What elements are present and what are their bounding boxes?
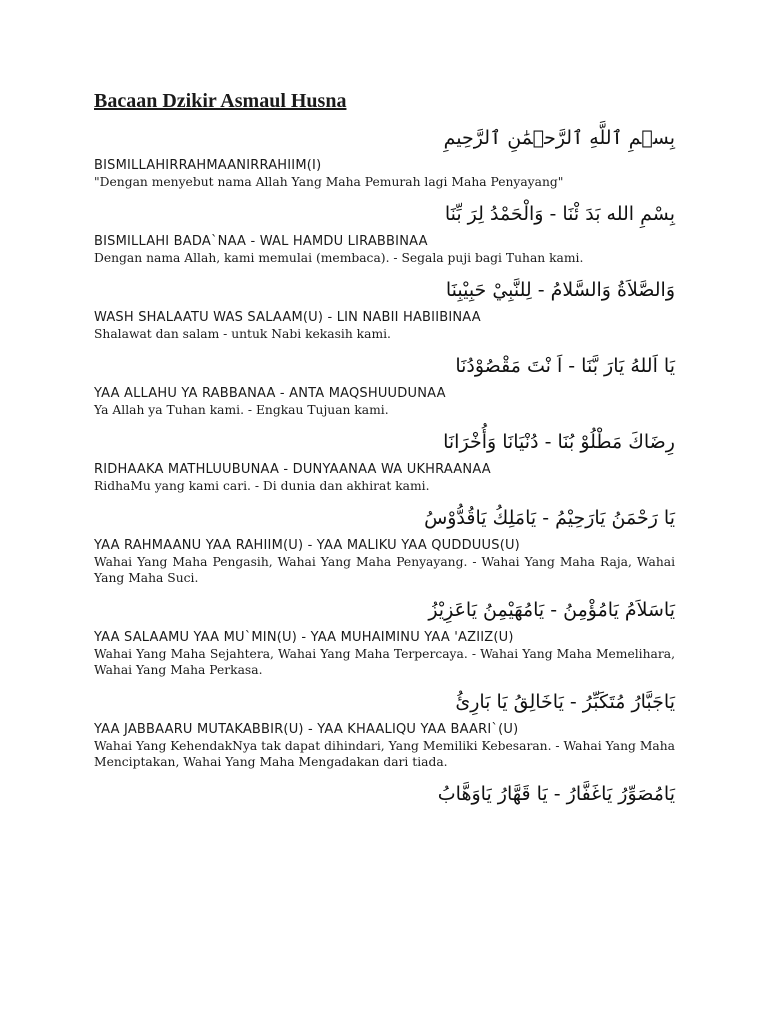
translation: Dengan nama Allah, kami memulai (membaca). - Segala puji bagi Tuhan kami.: [94, 251, 584, 265]
translation: Wahai Yang KehendakNya tak dapat dihindari, Yang Memiliki Kebesaran. - Wahai Yang Maha Menciptakan, Wahai Yang Maha Mengadakan dari tiada.: [94, 739, 675, 769]
arabic-text: وَالصَّلاَةُ وَالسَّلامُ - لِلنَّبِيْ حَبِيْبِنَا: [445, 279, 675, 301]
document-title: Bacaan Dzikir Asmaul Husna: [94, 90, 347, 112]
transliteration: YAA JABBAARU MUTAKABBIR(U) - YAA KHAALIQU YAA BAARI`(U): [94, 722, 519, 737]
dzikir-entry-2: [94, 198, 675, 266]
arabic-text: يَا رَحْمَنُ يَارَحِيْمُ - يَامَلِكُ يَاقُدُّوْسُ: [424, 507, 675, 529]
dzikir-entry-1: [94, 122, 675, 190]
document-page: [94, 88, 675, 814]
arabic-text: بِسۡمِ ٱللَّهِ ٱلرَّحۡمَٰنِ ٱلرَّحِيمِ: [443, 127, 675, 149]
arabic-text: يَاجَبَّارُ مُتَكَبِّرُ - يَاخَالِقُ يَا بَارِئُ: [455, 691, 675, 713]
arabic-text: يَاسَلاَمُ يَامُؤْمِنُ - يَامُهَيْمِنُ يَاعَزِيْزُ: [428, 599, 675, 621]
dzikir-entry-8: [94, 686, 675, 770]
dzikir-entry-6: [94, 502, 675, 586]
dzikir-entry-9: [94, 778, 675, 810]
arabic-text: يَا اَللهُ يَارَ بَّنَا - اَ نْتَ مَقْصُوْدُنَا: [455, 355, 675, 377]
transliteration: YAA ALLAHU YA RABBANAA - ANTA MAQSHUUDUNAA: [94, 386, 446, 401]
dzikir-entry-7: [94, 594, 675, 678]
arabic-text: رِضَاكَ مَطْلُوْ بُنَا - دُنْيَانَا وَأُخْرَانَا: [443, 431, 675, 453]
dzikir-entry-5: [94, 426, 675, 494]
translation: Shalawat dan salam - untuk Nabi kekasih kami.: [94, 327, 391, 341]
arabic-text: يَامُصَوِّرُ يَاغَفَّارُ - يَا قَهَّارُ يَاوَهَّابُ: [437, 783, 675, 805]
dzikir-entry-3: [94, 274, 675, 342]
dzikir-entry-4: [94, 350, 675, 418]
arabic-text: بِسْمِ الله بَدَ ئْنَا - وَالْحَمْدُ لِرَ بِّنَا: [444, 203, 675, 225]
transliteration: WASH SHALAATU WAS SALAAM(U) - LIN NABII HABIIBINAA: [94, 310, 481, 325]
translation: Ya Allah ya Tuhan kami. - Engkau Tujuan kami.: [94, 403, 389, 417]
transliteration: BISMILLAHI BADA`NAA - WAL HAMDU LIRABBINAA: [94, 234, 428, 249]
transliteration: BISMILLAHIRRAHMAANIRRAHIIM(I): [94, 158, 322, 173]
translation: Wahai Yang Maha Pengasih, Wahai Yang Maha Penyayang. - Wahai Yang Maha Raja, Wahai Yang Maha Suci.: [94, 555, 675, 585]
translation: RidhaMu yang kami cari. - Di dunia dan akhirat kami.: [94, 479, 430, 493]
translation: Wahai Yang Maha Sejahtera, Wahai Yang Maha Terpercaya. - Wahai Yang Maha Memelihara, Wahai Yang Maha Perkasa.: [94, 647, 675, 677]
transliteration: YAA SALAAMU YAA MU`MIN(U) - YAA MUHAIMINU YAA 'AZIIZ(U): [94, 630, 514, 645]
transliteration: RIDHAAKA MATHLUUBUNAA - DUNYAANAA WA UKHRAANAA: [94, 462, 491, 477]
transliteration: YAA RAHMAANU YAA RAHIIM(U) - YAA MALIKU YAA QUDDUUS(U): [94, 538, 520, 553]
translation: "Dengan menyebut nama Allah Yang Maha Pemurah lagi Maha Penyayang": [94, 175, 564, 189]
